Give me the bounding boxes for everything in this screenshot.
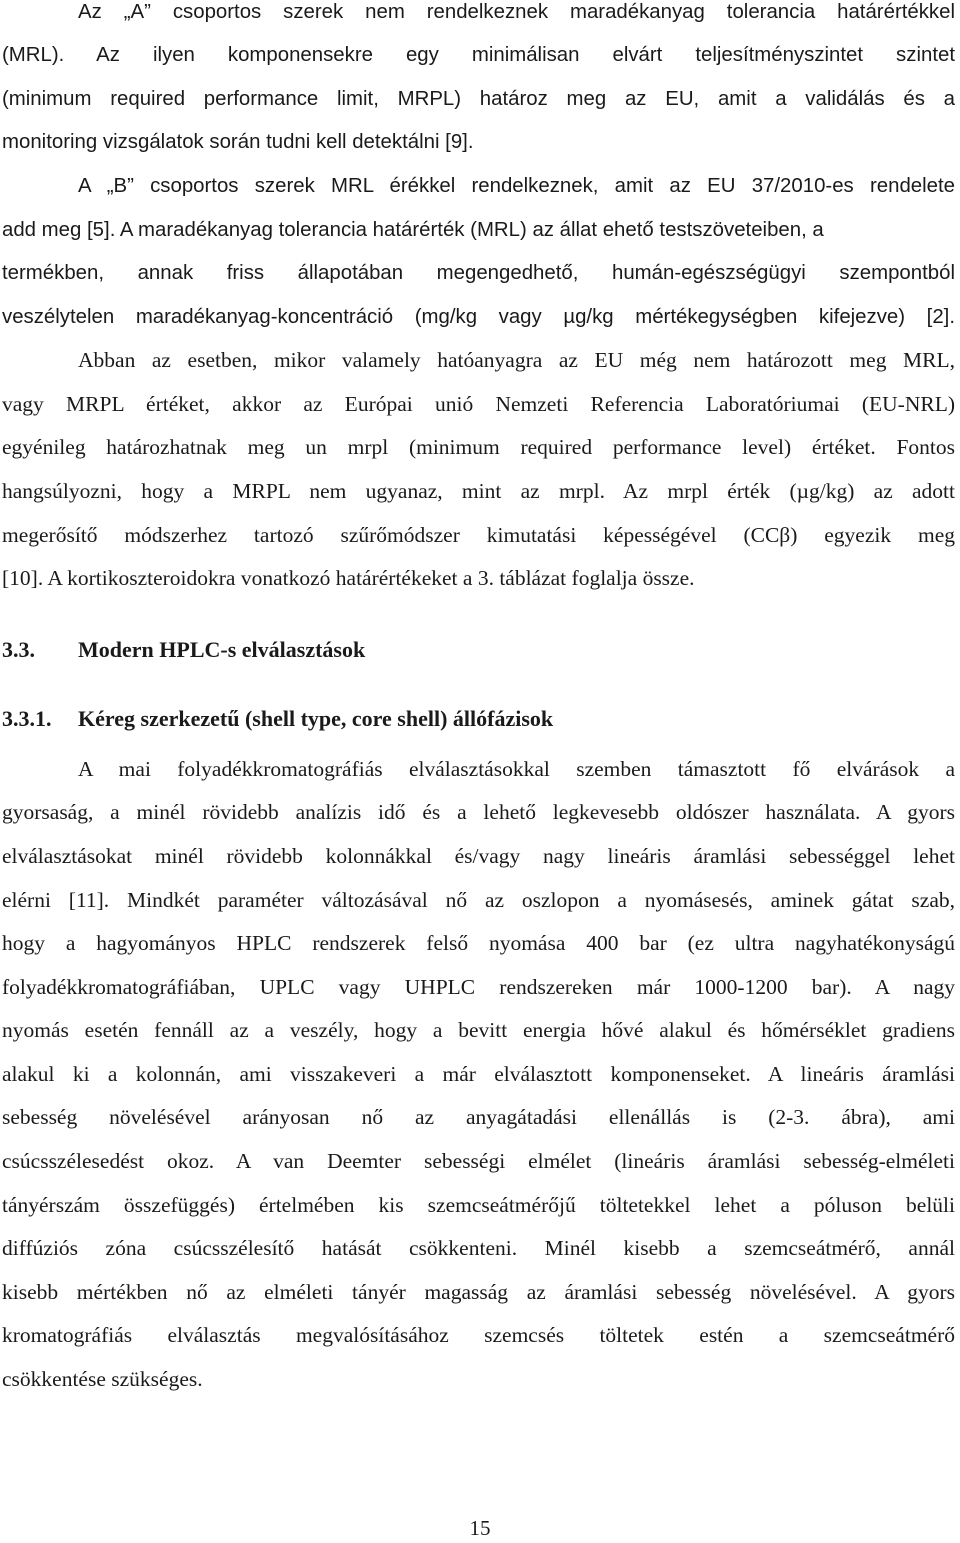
text-line: gyorsaság, a minél rövidebb analízis idő és a lehető legkevesebb oldószer használata. A gyors [2,800,955,824]
text-line: A „B” csoportos szerek MRL érékkel rendelkeznek, amit az EU 37/2010-es rendelete [78,175,955,197]
text-line: A mai folyadékkromatográfiás elválasztásokkal szemben támasztott fő elvárások a [78,757,955,781]
text-line: elválasztásokat minél rövidebb kolonnákkal és/vagy nagy lineáris áramlási sebességgel lehet [2,844,955,868]
text-line: monitoring vizsgálatok során tudni kell detektálni [9]. [2,131,474,153]
section-number: 3.3.1. [2,706,52,731]
text-line: megerősítő módszerhez tartozó szűrőmódszer kimutatási képességével (CCβ) egyezik meg [2,523,955,547]
text-line: alakul ki a kolonnán, ami visszakeveri a már elválasztott komponenseket. A lineáris áramlási [2,1062,955,1086]
text-line: [10]. A kortikoszteroidokra vonatkozó határértékeket a 3. táblázat foglalja össze. [2,566,695,590]
text-line: csúcsszélesedést okoz. A van Deemter sebességi elmélet (lineáris áramlási sebesség-elméleti [2,1149,955,1173]
text-line: nyomás esetén fennáll az a veszély, hogy a bevitt energia hővé alakul és hőmérséklet gradiens [2,1018,955,1042]
text-line: csökkentése szükséges. [2,1367,203,1391]
text-line: Az „A” csoportos szerek nem rendelkeznek maradékanyag tolerancia határértékkel [78,1,955,23]
text-line: tányérszám összefüggés) értelmében kis szemcseátmérőjű töltetekkel lehet a póluson belüli [2,1193,955,1217]
text-line: vagy MRPL értéket, akkor az Európai unió Nemzeti Referencia Laboratóriumai (EU-NRL) [2,392,955,416]
text-line: kromatográfiás elválasztás megvalósításához szemcsés töltetek estén a szemcseátmérő [2,1323,955,1347]
text-line: veszélytelen maradékanyag-koncentráció (mg/kg vagy µg/kg mértékegységben kifejezve) [2]. [2,306,955,328]
text-line: egyénileg határozhatnak meg un mrpl (minimum required performance level) értéket. Fontos [2,435,955,459]
text-line [2,215,955,245]
text-line: (minimum required performance limit, MRPL) határoz meg az EU, amit a validálás és a [2,88,955,110]
section-heading [2,635,365,665]
subsection-heading [2,704,553,734]
text-line: hogy a hagyományos HPLC rendszerek felső nyomása 400 bar (ez ultra nagyhatékonyságú [2,931,955,955]
section-title: Modern HPLC-s elválasztások [78,637,366,662]
section-number: 3.3. [2,637,35,662]
text-segment: A maradékanyag tolerancia határérték (MRL) az állat ehető testszöveteiben, a [119,219,824,241]
text-line: kisebb mértékben nő az elméleti tányér magasság az áramlási sebesség növelésével. A gyors [2,1280,955,1304]
text-line: elérni [11]. Mindkét paraméter változásával nő az oszlopon a nyomásesés, aminek gátat szab, [2,888,955,912]
text-line: (MRL). Az ilyen komponensekre egy minimálisan elvárt teljesítményszintet szintet [2,44,955,66]
section-title: Kéreg szerkezetű (shell type, core shell) állófázisok [78,706,554,731]
text-line: sebesség növelésével arányosan nő az anyagátadási ellenállás is (2-3. ábra), ami [2,1105,955,1129]
page-number: 15 [469,1516,491,1540]
text-line: hangsúlyozni, hogy a MRPL nem ugyanaz, mint az mrpl. Az mrpl érték (µg/kg) az adott [2,479,955,503]
text-line: Abban az esetben, mikor valamely hatóanyagra az EU még nem határozott meg MRL, [78,348,955,372]
text-line: diffúziós zóna csúcsszélesítő hatását csökkenteni. Minél kisebb a szemcseátmérő, annál [2,1236,955,1260]
text-line: termékben, annak friss állapotában megengedhető, humán-egészségügyi szempontból [2,262,955,284]
text-line: folyadékkromatográfiában, UPLC vagy UHPLC rendszereken már 1000-1200 bar). A nagy [2,975,955,999]
text-segment: add meg [5]. [2,219,116,241]
